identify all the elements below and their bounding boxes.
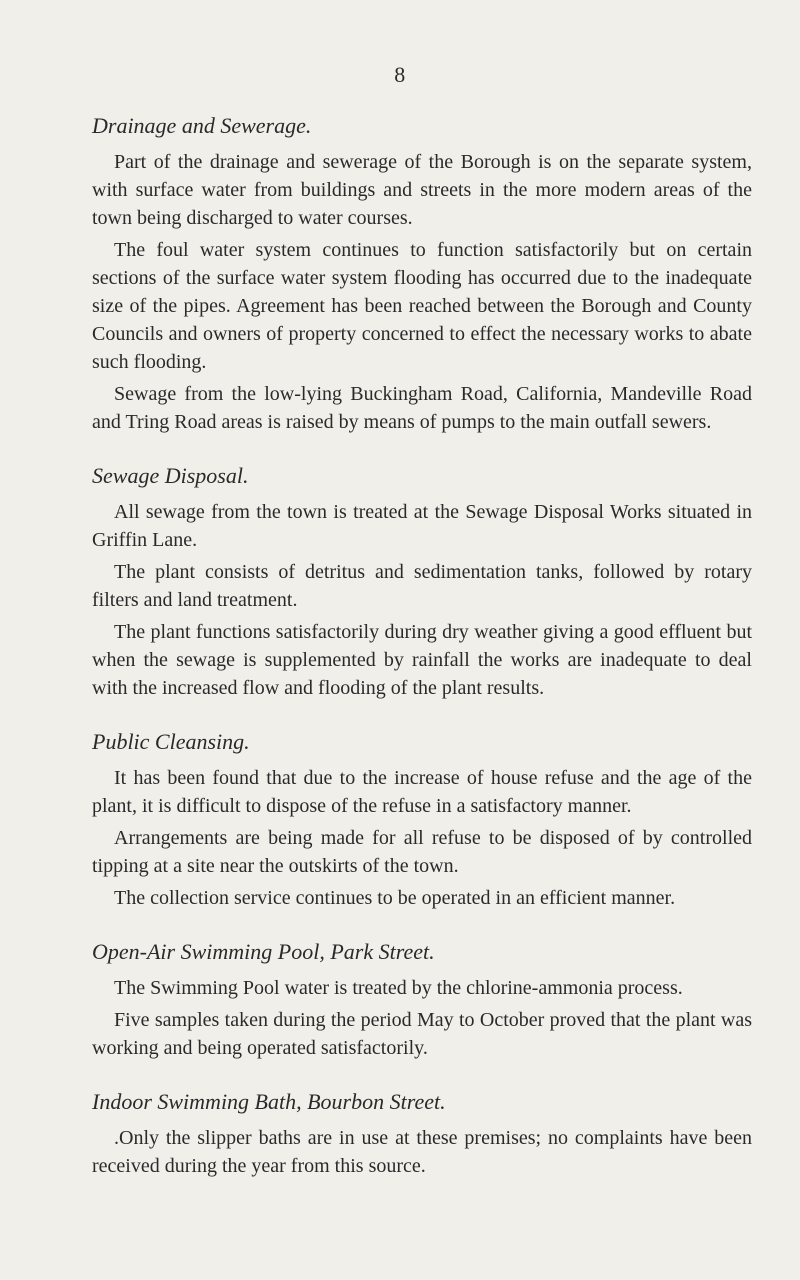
paragraph: Five samples taken during the period May to October proved that the plant was working and being operated satisfactorily. — [92, 1009, 752, 1059]
document-body — [92, 112, 752, 1206]
section-public-cleansing — [92, 728, 752, 912]
paragraph: The foul water system continues to function satisfactorily but on certain sections of the surface water system flooding has occurred due to the inadequate size of the pipes. Agreement has been reached between the Borough and County Councils and owners of property concerned to effect the necessary works to abate such flooding. — [92, 239, 752, 373]
paragraph: The Swimming Pool water is treated by the chlorine-ammonia process. — [114, 977, 683, 999]
section-drainage-and-sewerage — [92, 112, 752, 436]
paragraph: .Only the slipper baths are in use at these premises; no complaints have been received during the year from this source. — [92, 1127, 752, 1177]
section-sewage-disposal — [92, 462, 752, 702]
page-number: 8 — [394, 62, 406, 87]
section-heading: Indoor Swimming Bath, Bourbon Street. — [92, 1089, 446, 1114]
paragraph: All sewage from the town is treated at the Sewage Disposal Works situated in Griffin Lane. — [92, 501, 752, 551]
section-open-air-swimming-pool — [92, 938, 752, 1062]
section-heading: Drainage and Sewerage. — [92, 113, 312, 138]
paragraph: It has been found that due to the increase of house refuse and the age of the plant, it is difficult to dispose of the refuse in a satisfactory manner. — [92, 767, 752, 817]
section-heading: Open-Air Swimming Pool, Park Street. — [92, 939, 435, 964]
paragraph: Sewage from the low-lying Buckingham Road, California, Mandeville Road and Tring Road areas is raised by means of pumps to the main outfall sewers. — [92, 383, 752, 433]
paragraph: Part of the drainage and sewerage of the Borough is on the separate system, with surface water from buildings and streets in the more modern areas of the town being discharged to water courses. — [92, 151, 752, 229]
paragraph: The plant functions satisfactorily during dry weather giving a good effluent but when the sewage is supplemented by rainfall the works are inadequate to deal with the increased flow and flooding of the plant results. — [92, 621, 752, 699]
section-heading: Public Cleansing. — [92, 729, 250, 754]
paragraph: Arrangements are being made for all refuse to be disposed of by controlled tipping at a site near the outskirts of the town. — [92, 827, 752, 877]
section-heading: Sewage Disposal. — [92, 463, 249, 488]
paragraph: The plant consists of detritus and sedimentation tanks, followed by rotary filters and land treatment. — [92, 561, 752, 611]
paragraph: The collection service continues to be operated in an efficient manner. — [114, 887, 676, 909]
section-indoor-swimming-bath — [92, 1088, 752, 1180]
